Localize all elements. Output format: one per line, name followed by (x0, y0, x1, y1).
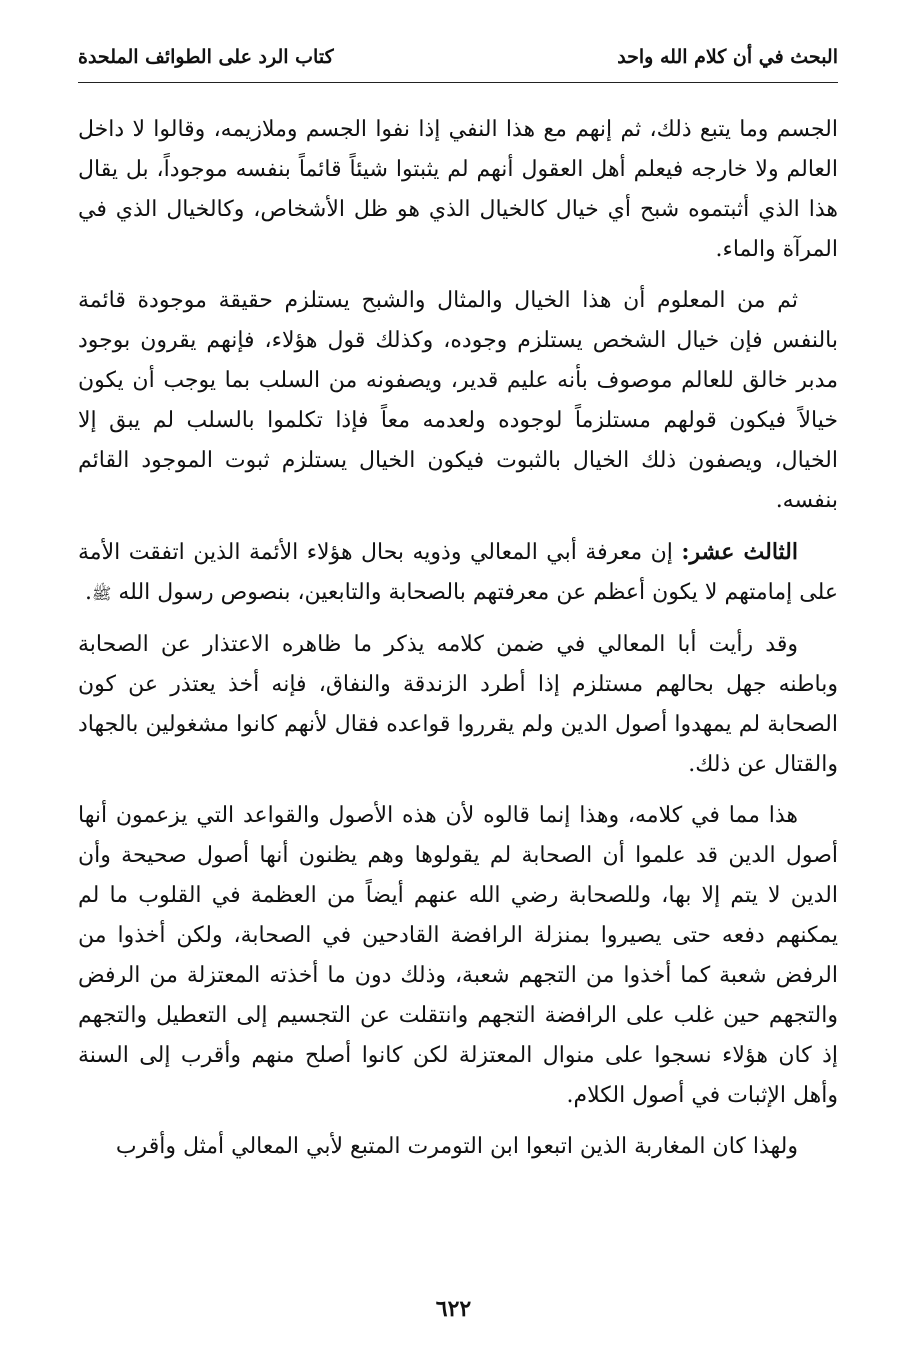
chapter-title: البحث في أن كلام الله واحد (617, 46, 838, 68)
header-divider (78, 82, 838, 83)
main-text (78, 110, 838, 1178)
paragraph-6: ولهذا كان المغاربة الذين اتبعوا ابن التومرت المتبع لأبي المعالي أمثل وأقرب (115, 1134, 798, 1159)
paragraph-5: هذا مما في كلامه، وهذا إنما قالوه لأن هذه الأصول والقواعد التي يزعمون أنها أصول الدين قد علموا أن الصحابة لم يقولوها وهم يظنون أنها أصول صحيحة وأن الدين لا يتم إلا بها، وللصحابة رضي الله عنهم أيضاً من العظمة في القلوب ما لم يمكنهم دفعه حتى يصيروا بمنزلة الرافضة القادحين في الصحابة، ولكن أخذوا من الرفض شعبة كما أخذوا من التجهم شعبة، وذلك دون ما أخذته المعتزلة من الرفض والتجهم حين غلب على الرافضة التجهم وانتقلت عن التجسيم إلى التعطيل والتجهم إذ كان هؤلاء نسجوا على منوال المعتزلة لكن كانوا أصلح منهم وأقرب إلى السنة وأهل الإثبات في أصول الكلام. (78, 803, 838, 1108)
paragraph-3 (78, 532, 838, 614)
book-title: كتاب الرد على الطوائف الملحدة (78, 46, 334, 68)
paragraph-1: الجسم وما يتبع ذلك، ثم إنهم مع هذا النفي إذا نفوا الجسم وملازيمه، وقالوا لا داخل العالم ولا خارجه فيعلم أهل العقول أنهم لم يثبتوا شيئاً قائماً بنفسه موجوداً، بل يقال هذا الذي أثبتموه شبح أي خيال كالخيال الذي هو ظل الأشخاص، وكالخيال الذي في المرآة والماء. (78, 117, 838, 262)
page-number: ٦٢٢ (435, 1296, 472, 1322)
paragraph-2: ثم من المعلوم أن هذا الخيال والمثال والشبح يستلزم حقيقة موجودة قائمة بالنفس فإن خيال الشخص يستلزم وجوده، وكذلك قول هؤلاء، فإنهم يقرون بوجود مدبر خالق للعالم موصوف بأنه عليم قدير، ويصفونه من السلب بما يوجب أن يكون خيالاً فيكون قولهم مستلزماً لوجوده ولعدمه معاً فإذا تكلموا بالسلب لم يبق إلا الخيال، ويصفون ذلك الخيال بالثبوت فيكون الخيال يستلزم ثبوت الموجود القائم بنفسه. (78, 288, 838, 513)
section-lead: الثالث عشر: (681, 539, 798, 565)
honorific-glyph: ﷺ (92, 584, 112, 603)
running-header (78, 40, 838, 80)
paragraph-3-end: . (85, 580, 93, 605)
paragraph-3-text: إن معرفة أبي المعالي وذويه بحال هؤلاء الأئمة الذين اتفقت الأمة على إمامتهم لا يكون أعظم عن معرفتهم بالصحابة والتابعين، بنصوص رسول الله (78, 540, 838, 605)
paragraph-4: وقد رأيت أبا المعالي في ضمن كلامه يذكر ما ظاهره الاعتذار عن الصحابة وباطنه جهل بحالهم مستلزم إذا أطرد الزندقة والنفاق، فإنه أخذ يعتذر عن كون الصحابة لم يمهدوا أصول الدين ولم يقرروا قواعده فقال لأنهم كانوا مشغولين بالجهاد والقتال عن ذلك. (78, 632, 838, 777)
